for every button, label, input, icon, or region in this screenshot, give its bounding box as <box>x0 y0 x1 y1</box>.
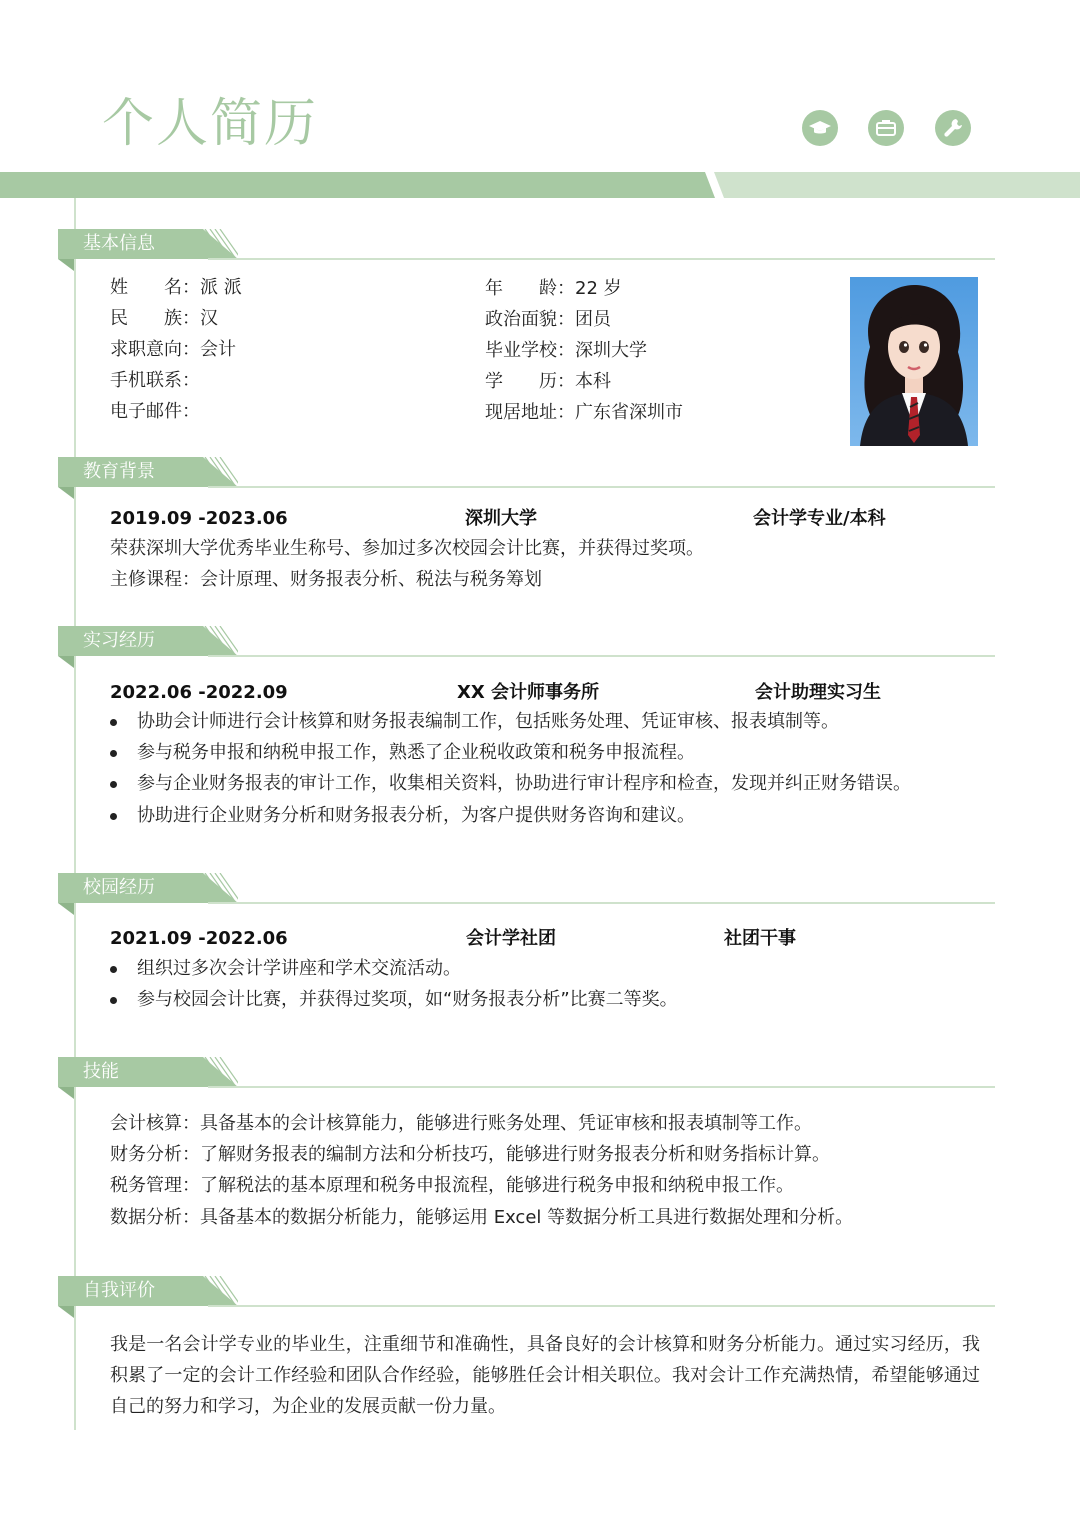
internship-company: XX 会计师事务所 <box>457 682 600 703</box>
section-title: 技能 <box>83 1061 119 1082</box>
profile-photo <box>850 277 978 446</box>
internship-role: 会计助理实习生 <box>755 682 881 703</box>
list-item: 参与税务申报和纳税申报工作，熟悉了企业税收政策和税务申报流程。 <box>137 740 695 766</box>
internship-period: 2022.06 -2022.09 <box>110 682 288 703</box>
degree-row: 学 历：本科 <box>485 371 611 392</box>
self-evaluation-text: 我是一名会计学专业的毕业生，注重细节和准确性，具备良好的会计核算和财务分析能力。通过实习经历，我积累了一定的会计工作经验和团队合作经验，能够胜任会计相关职位。我对会计工作充满热情，希望能够通过自己的努力和学习，为企业的发展贡献一份力量。 <box>110 1334 980 1417</box>
school-row: 毕业学校：深圳大学 <box>485 340 647 361</box>
campus-period: 2021.09 -2022.06 <box>110 928 288 949</box>
graduation-cap-icon <box>802 110 838 146</box>
ethnicity-row: 民 族：汉 <box>110 308 218 329</box>
list-item: 组织过多次会计学讲座和学术交流活动。 <box>137 956 461 982</box>
section-title: 校园经历 <box>83 877 155 898</box>
list-item: 协助进行企业财务分析和财务报表分析，为客户提供财务咨询和建议。 <box>137 803 695 829</box>
section-header-self <box>58 1276 995 1328</box>
phone-row: 手机联系： <box>110 370 200 391</box>
section-title: 教育背景 <box>83 461 155 482</box>
objective-row: 求职意向：会计 <box>110 339 236 360</box>
skill-line: 数据分析：具备基本的数据分析能力，能够运用 Excel 等数据分析工具进行数据处理和分析。 <box>110 1207 854 1228</box>
resume-title: 个人简历 <box>102 94 319 154</box>
section-header-basic <box>58 229 995 281</box>
list-item: 协助会计师进行会计核算和财务报表编制工作，包括账务处理、凭证审核、报表填制等。 <box>137 709 839 735</box>
wrench-icon <box>935 110 971 146</box>
list-item: 参与校园会计比赛，并获得过奖项，如“财务报表分析”比赛二等奖。 <box>137 987 678 1013</box>
age-row: 年 龄：22 岁 <box>485 278 622 299</box>
section-header-skills <box>58 1057 995 1109</box>
education-line: 主修课程：会计原理、财务报表分析、税法与税务筹划 <box>110 569 542 590</box>
education-school: 深圳大学 <box>465 508 537 529</box>
education-major: 会计学专业/本科 <box>753 508 886 529</box>
section-title: 实习经历 <box>83 630 155 651</box>
list-item: 参与企业财务报表的审计工作，收集相关资料，协助进行审计程序和检查，发现并纠正财务错误。 <box>137 771 911 797</box>
education-period: 2019.09 -2023.06 <box>110 508 288 529</box>
campus-role: 社团干事 <box>724 928 796 949</box>
header-band-light <box>714 172 1080 198</box>
skill-line: 会计核算：具备基本的会计核算能力，能够进行账务处理、凭证审核和报表填制等工作。 <box>110 1113 812 1134</box>
name-row: 姓 名：派 派 <box>110 277 242 298</box>
section-header-campus <box>58 873 995 925</box>
politics-row: 政治面貌：团员 <box>485 309 611 330</box>
timeline-line <box>74 198 76 1430</box>
section-title: 自我评价 <box>83 1280 155 1301</box>
address-row: 现居地址：广东省深圳市 <box>485 402 683 423</box>
campus-org: 会计学社团 <box>466 928 556 949</box>
briefcase-icon <box>868 110 904 146</box>
skill-line: 财务分析：了解财务报表的编制方法和分析技巧，能够进行财务报表分析和财务指标计算。 <box>110 1144 830 1165</box>
education-line: 荣获深圳大学优秀毕业生称号、参加过多次校园会计比赛，并获得过奖项。 <box>110 538 704 559</box>
header-band <box>0 172 715 198</box>
section-title: 基本信息 <box>83 233 155 254</box>
email-row: 电子邮件： <box>110 401 200 422</box>
section-header-education <box>58 457 995 509</box>
skill-line: 税务管理：了解税法的基本原理和税务申报流程，能够进行税务申报和纳税申报工作。 <box>110 1175 794 1196</box>
section-header-internship <box>58 626 995 678</box>
